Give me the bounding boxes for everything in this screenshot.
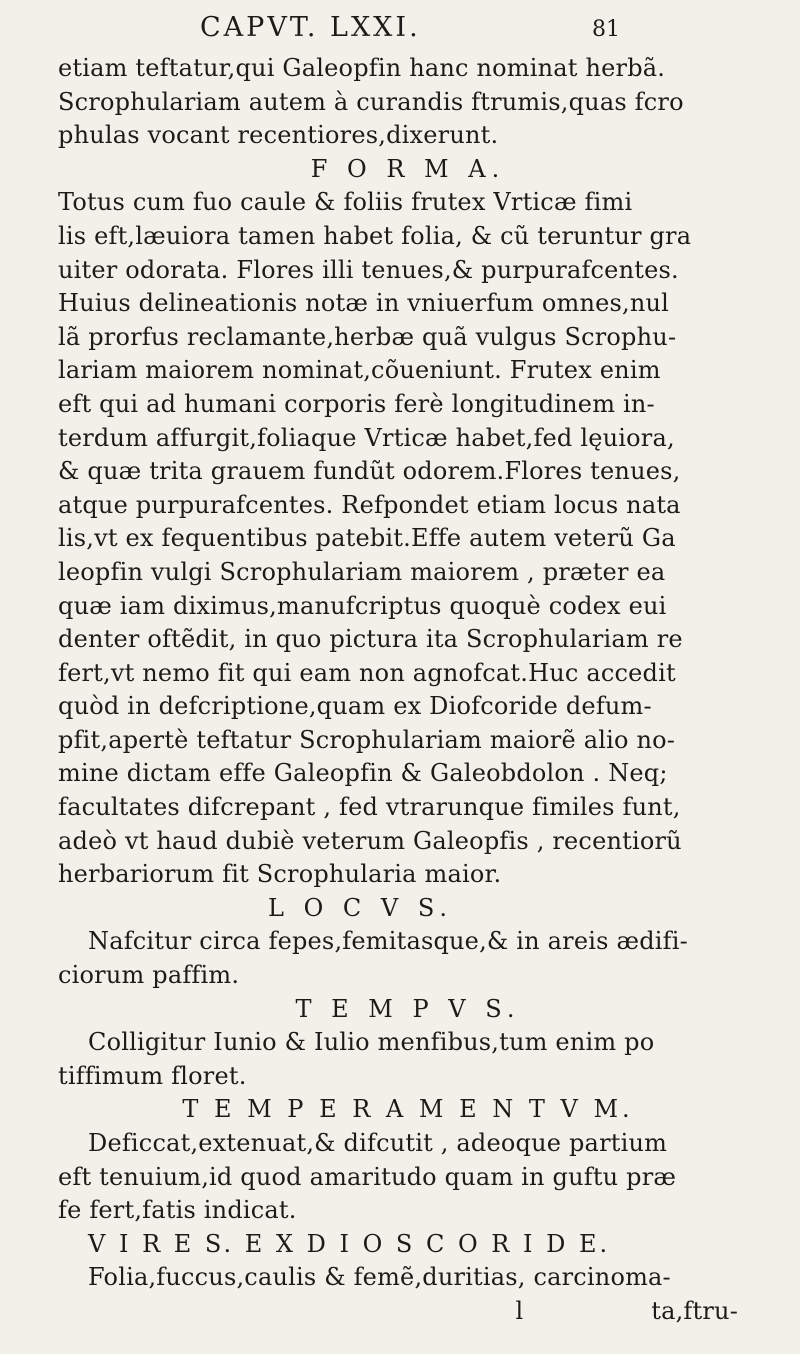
catchword: ta,ftru- — [651, 1296, 738, 1325]
text-line: facultates difcrepant , fed vtrarunque fimiles funt, — [58, 793, 681, 822]
text-line: uiter odorata. Flores illi tenues,& purpurafcentes. — [58, 255, 679, 284]
text-line: eft qui ad humani corporis ferè longitudinem in- — [58, 389, 655, 418]
main-text-block — [58, 52, 758, 1329]
text-line: fe fert,fatis indicat. — [58, 1196, 297, 1225]
text-line: quæ iam diximus,manufcriptus quoquè codex eui — [58, 591, 667, 620]
text-line: Folia,fuccus,caulis & femẽ,duritias, carcinoma- — [88, 1263, 671, 1292]
text-line: lariam maiorem nominat,cõueniunt. Frutex enim — [58, 356, 661, 385]
section-heading-vires: V I R E S. E X D I O S C O R I D E. — [88, 1229, 611, 1258]
text-line: quòd in defcriptione,quam ex Diofcoride defum- — [58, 692, 652, 721]
text-line: eft tenuium,id quod amaritudo quam in guftu præ — [58, 1162, 677, 1191]
text-line: lis,vt ex fequentibus patebit.Effe autem veterũ Ga — [58, 524, 676, 553]
text-line: etiam teftatur,qui Galeopfin hanc nominat herbã. — [58, 54, 666, 82]
text-line: leopfin vulgi Scrophulariam maiorem , præter ea — [58, 557, 666, 586]
text-line: Colligitur Iunio & Iulio menfibus,tum enim po — [88, 1028, 655, 1057]
running-head — [200, 12, 620, 43]
text-line: lis eft,læuiora tamen habet folia, & cũ teruntur gra — [58, 221, 692, 250]
text-line: adeò vt haud dubiè veterum Galeopfis , recentiorũ — [58, 826, 682, 855]
text-line: fert,vt nemo fit qui eam non agnofcat.Huc accedit — [58, 658, 676, 687]
text-line: denter oftẽdit, in quo pictura ita Scrophulariam re — [58, 625, 683, 654]
folio-number: 81 — [592, 17, 620, 42]
signature-mark: l — [515, 1296, 524, 1325]
text-line: lã prorfus reclamante,herbæ quã vulgus Scrophu- — [58, 322, 677, 351]
text-line: atque purpurafcentes. Refpondet etiam locus nata — [58, 490, 681, 519]
text-line: terdum affurgit,foliaque Vrticæ habet,fed lęuiora, — [58, 423, 675, 452]
section-heading-locus: L O C V S. — [268, 893, 454, 922]
text-line: Nafcitur circa fepes,femitasque,& in areis ædifi- — [88, 927, 688, 956]
text-line: Totus cum fuo caule & foliis frutex Vrticæ fimi — [58, 188, 633, 217]
text-line: mine dictam effe Galeopfin & Galeobdolon . Neq; — [58, 759, 668, 788]
text-line: phulas vocant recentiores,dixerunt. — [58, 121, 499, 150]
section-heading-temperamentum: T E M P E R A M E N T V M. — [182, 1095, 634, 1124]
section-heading-tempus: T E M P V S. — [295, 994, 521, 1023]
text-line: Huius delineationis notæ in vniuerfum omnes,nul — [58, 289, 670, 318]
text-line: & quæ trita grauem fundũt odorem.Flores tenues, — [58, 457, 681, 486]
catchword-line — [58, 1295, 758, 1329]
section-heading-forma: F O R M A. — [310, 154, 506, 183]
text-line: tiffimum floret. — [58, 1061, 247, 1090]
text-line: pfit,apertè teftatur Scrophulariam maiorẽ alio no- — [58, 725, 676, 754]
text-line: Scrophulariam autem à curandis ftrumis,quas fcro — [58, 87, 684, 116]
running-title: CAPVT. LXXI. — [200, 12, 421, 43]
text-line: Deficcat,extenuat,& difcutit , adeoque partium — [88, 1129, 668, 1157]
text-line: herbariorum fit Scrophularia maior. — [58, 860, 502, 889]
text-line: ciorum paffim. — [58, 961, 240, 990]
